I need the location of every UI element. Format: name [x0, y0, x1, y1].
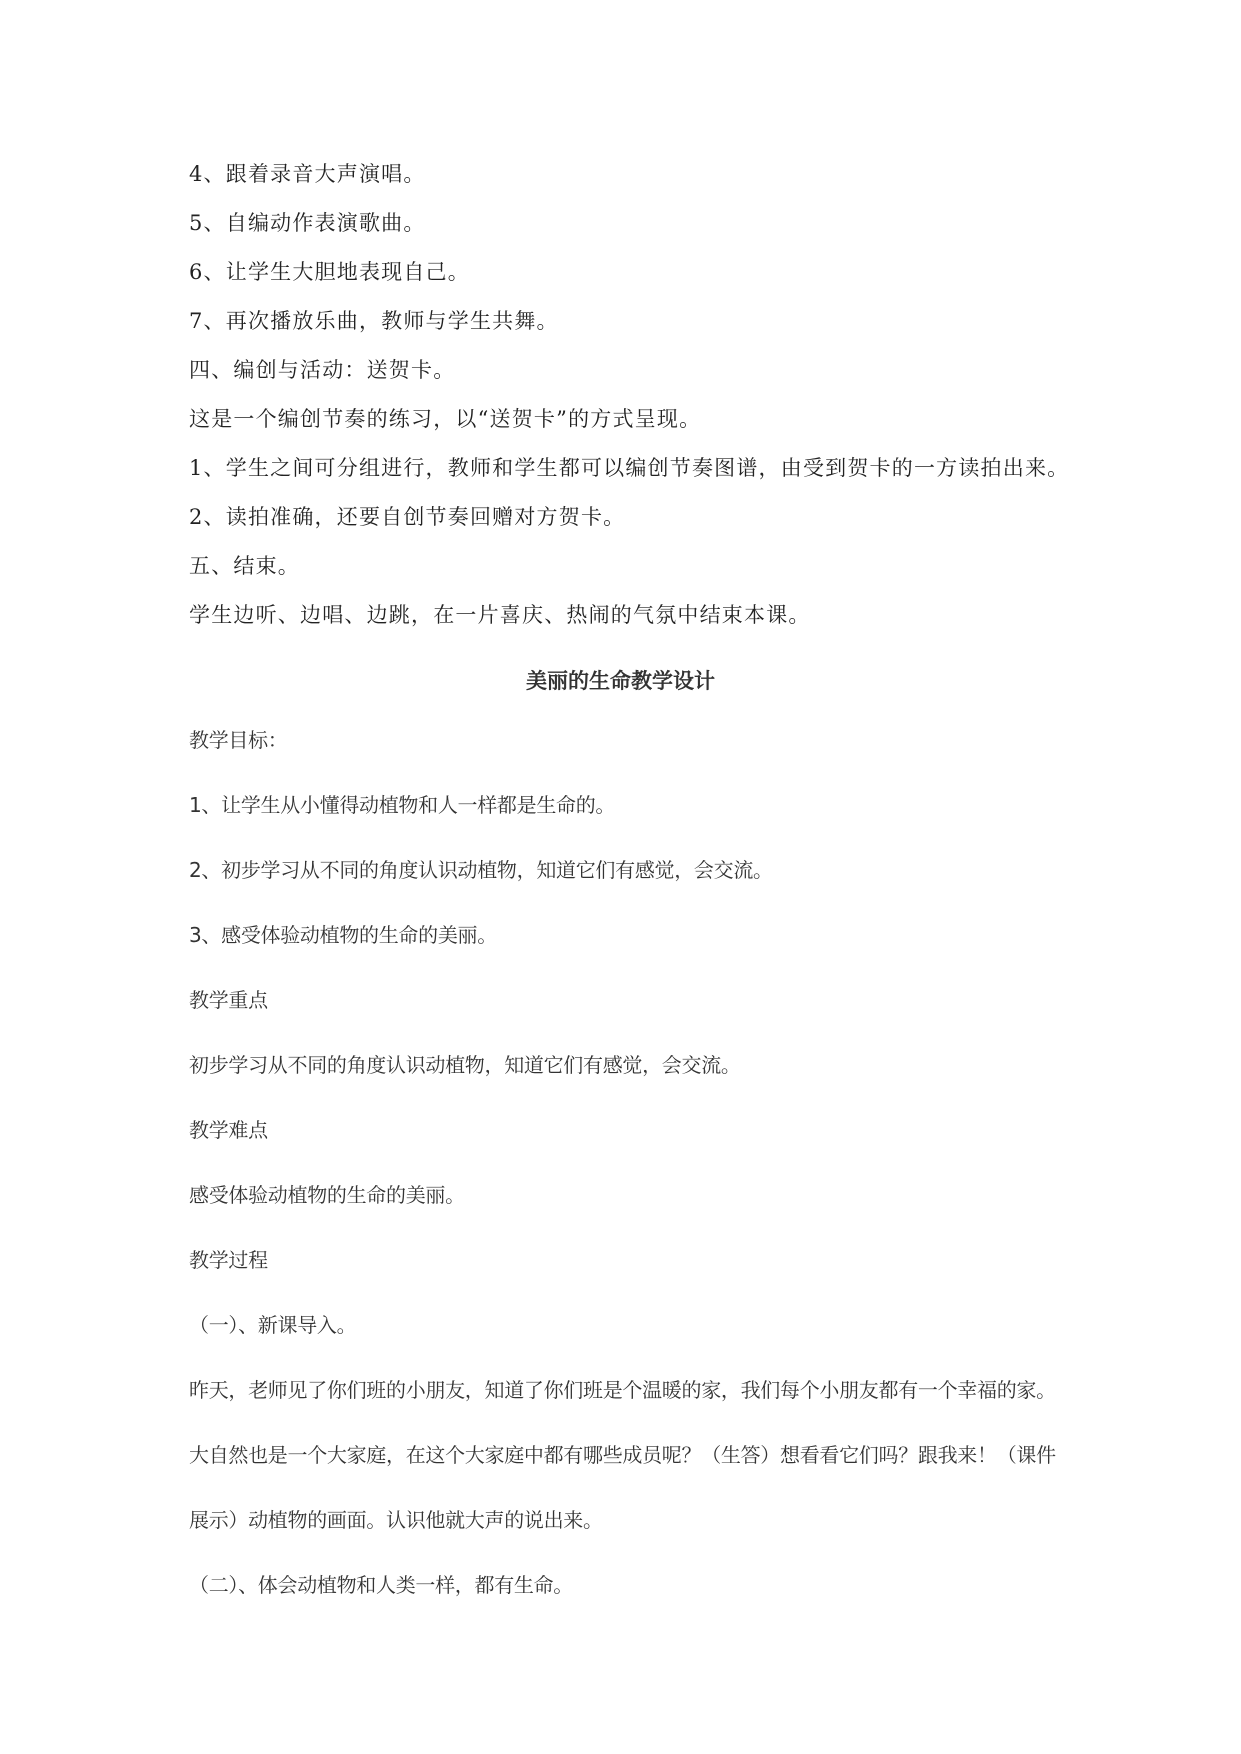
- heading-process: 教学过程: [189, 1248, 268, 1272]
- process-paragraph-line-2: 大自然也是一个大家庭，在这个大家庭中都有哪些成员呢？（生答）想看看它们吗？跟我来！（课件: [189, 1443, 1056, 1467]
- heading-key-points: 教学重点: [189, 988, 268, 1012]
- paragraph-step-5: 5、自编动作表演歌曲。: [189, 211, 426, 235]
- process-paragraph-line-1: 昨天，老师见了你们班的小朋友，知道了你们班是个温暖的家，我们每个小朋友都有一个幸福的家。: [189, 1378, 1056, 1402]
- goal-item-1: 1、让学生从小懂得动植物和人一样都是生命的。: [189, 793, 616, 817]
- difficulties-text: 感受体验动植物的生命的美丽。: [189, 1183, 465, 1207]
- goal-item-2: 2、初步学习从不同的角度认识动植物，知道它们有感觉，会交流。: [189, 858, 773, 882]
- key-points-text: 初步学习从不同的角度认识动植物，知道它们有感觉，会交流。: [189, 1053, 741, 1077]
- process-step-2-heading: （二）、体会动植物和人类一样，都有生命。: [189, 1573, 573, 1597]
- heading-difficulties: 教学难点: [189, 1118, 268, 1142]
- paragraph-step-6: 6、让学生大胆地表现自己。: [189, 260, 470, 284]
- paragraph-step-4: 4、跟着录音大声演唱。: [189, 162, 426, 186]
- paragraph-step-7: 7、再次播放乐曲，教师与学生共舞。: [189, 309, 559, 333]
- paragraph-activity-2: 2、读拍准确，还要自创节奏回赠对方贺卡。: [189, 505, 626, 529]
- paragraph-ending: 学生边听、边唱、边跳，在一片喜庆、热闹的气氛中结束本课。: [189, 603, 811, 627]
- heading-teaching-goals: 教学目标：: [189, 728, 288, 752]
- goal-item-3: 3、感受体验动植物的生命的美丽。: [189, 923, 497, 947]
- section-heading-4: 四、编创与活动：送贺卡。: [189, 358, 456, 382]
- section-heading-5: 五、结束。: [189, 554, 300, 578]
- document-title: 美丽的生命教学设计: [526, 669, 715, 693]
- paragraph-intro: 这是一个编创节奏的练习，以“送贺卡”的方式呈现。: [189, 407, 702, 431]
- process-paragraph-line-3: 展示）动植物的画面。认识他就大声的说出来。: [189, 1508, 603, 1532]
- process-step-1-heading: （一）、新课导入。: [189, 1313, 357, 1337]
- paragraph-activity-1: 1、学生之间可分组进行，教师和学生都可以编创节奏图谱，由受到贺卡的一方读拍出来。: [189, 456, 1070, 480]
